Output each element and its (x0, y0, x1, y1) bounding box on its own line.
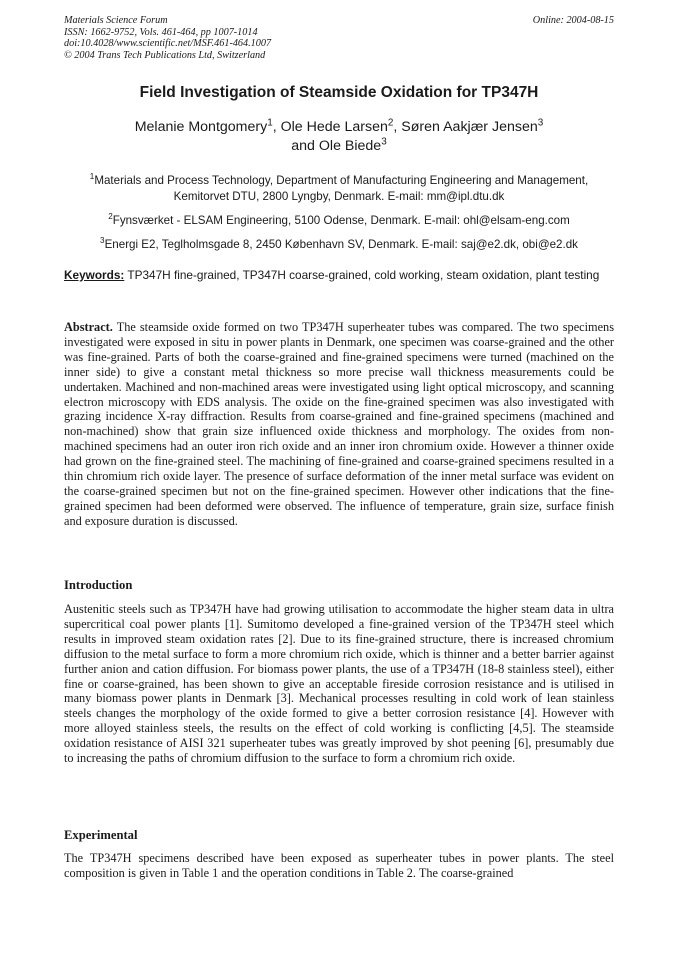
affiliation-text: Kemitorvet DTU, 2800 Lyngby, Denmark. E-mail: mm@ipl.dtu.dk (173, 190, 505, 203)
journal-copyright: © 2004 Trans Tech Publications Ltd, Switzerland (64, 49, 266, 61)
author-affil-sup: 3 (381, 136, 387, 148)
author-affil-sup: 1 (267, 117, 273, 129)
affiliation-1 (64, 173, 614, 205)
affiliation-text: Energi E2, Teglholmsgade 8, 2450 København SV, Denmark. E-mail: saj@e2.dk, obi@e2.dk (104, 238, 578, 251)
author-list (64, 118, 614, 156)
affiliation-sup: 1 (89, 172, 95, 182)
keywords-text: TP347H fine-grained, TP347H coarse-grained, cold working, steam oxidation, plant testing (127, 268, 600, 282)
affiliation-sup: 2 (108, 212, 113, 222)
section-heading-introduction: Introduction (64, 578, 133, 592)
author-name: Melanie Montgomery (134, 119, 268, 135)
author-affil-sup: 2 (387, 117, 394, 129)
journal-issn: ISSN: 1662-9752, Vols. 461-464, pp 1007-1014 (64, 26, 258, 38)
affiliation-2 (64, 213, 614, 229)
affiliation-3 (64, 237, 614, 253)
author-affil-sup: 3 (537, 117, 544, 129)
abstract-label: Abstract. (64, 320, 113, 334)
affiliation-sup: 3 (100, 236, 105, 246)
affiliation-text: Materials and Process Technology, Department of Manufacturing Engineering and Management, (94, 174, 589, 187)
abstract (64, 320, 614, 529)
keywords-label: Keywords: (64, 268, 125, 282)
author-name: and Ole Biede (291, 138, 382, 154)
keywords (64, 268, 614, 283)
experimental-text: The TP347H specimens described have been exposed as superheater tubes in power plants. The steel composition is given in Table 1 and the operation conditions in Table 2. The coarse-grained (64, 851, 614, 880)
author-name: , Ole Hede Larsen (272, 119, 388, 135)
journal-name: Materials Science Forum (64, 15, 168, 26)
journal-header (64, 15, 614, 61)
introduction-text: Austenitic steels such as TP347H have had growing utilisation to accommodate the higher steam data in ultra supercritical coal power plants [1]. Sumitomo developed a fine-grained version of the TP347H steel which results in improved steam oxidation rates [2]. Due to its fine-grained structure, there is increased chromium diffusion to the metal surface to form a more chromium rich oxide, which is thinner and a better barrier against further anion and cation diffusion. For biomass power plants, the use of a TP347H (18-8 stainless steel), either fine or coarse-grained, has been shown to give an acceptable fireside corrosion resistance and is utilised in many biomass power plants in Denmark [3]. Mechanical processes resulting in cold work of lean stainless steels changes the morphology of the oxide formed to give a better corrosion resistance [4]. However with more alloyed stainless steels, the results on the effect of cold working is conflicting [4,5]. The steamside oxidation resistance of AISI 321 superheater tubes was greatly improved by shot peening [6], presumably due to increasing the paths of chromium diffusion to the surface to form a chromium rich oxide. (64, 602, 614, 766)
online-date: Online: 2004-08-15 (532, 15, 614, 26)
author-name: , Søren Aakjær Jensen (393, 119, 538, 135)
journal-doi: doi:10.4028/www.scientific.net/MSF.461-464.1007 (64, 38, 272, 50)
abstract-text: The steamside oxide formed on two TP347H superheater tubes was compared. The two specimens investigated were exposed in situ in power plants in Denmark, one specimen was coarse-grained and the other was fine-grained. Parts of both the coarse-grained and fine-grained specimens were turned (machined on the inner side) to give a constant metal thickness so more precise wall thickness measurements could be undertaken. Machined and non-machined areas were investigated using light optical microscopy, and scanning electron microscopy with EDS analysis. The oxide on the fine-grained specimen was also investigated with grazing incidence X-ray diffraction. Results from coarse-grained and fine-grained specimens (machined and non-machined) show that grain size influenced oxide thickness and morphology. The oxides from non-machined specimens had an outer iron rich oxide and an inner iron chromium oxide. However a thinner oxide had grown on the fine-grained steel. The machining of fine-grained and coarse-grained specimens resulted in a thin chromium rich oxide layer. The presence of surface deformation of the inner metal surface was evident on the coarse-grained specimen but not on the fine-grained specimen. However other indications that the fine-grained specimen had been deformed were observed. The influence of temperature, grain size, surface finish and exposure duration is discussed. (64, 320, 614, 528)
paper-title: Field Investigation of Steamside Oxidation for TP347H (139, 84, 539, 101)
section-heading-experimental: Experimental (64, 828, 138, 842)
affiliation-text: Fynsværket - ELSAM Engineering, 5100 Odense, Denmark. E-mail: ohl@elsam-eng.com (112, 214, 570, 227)
